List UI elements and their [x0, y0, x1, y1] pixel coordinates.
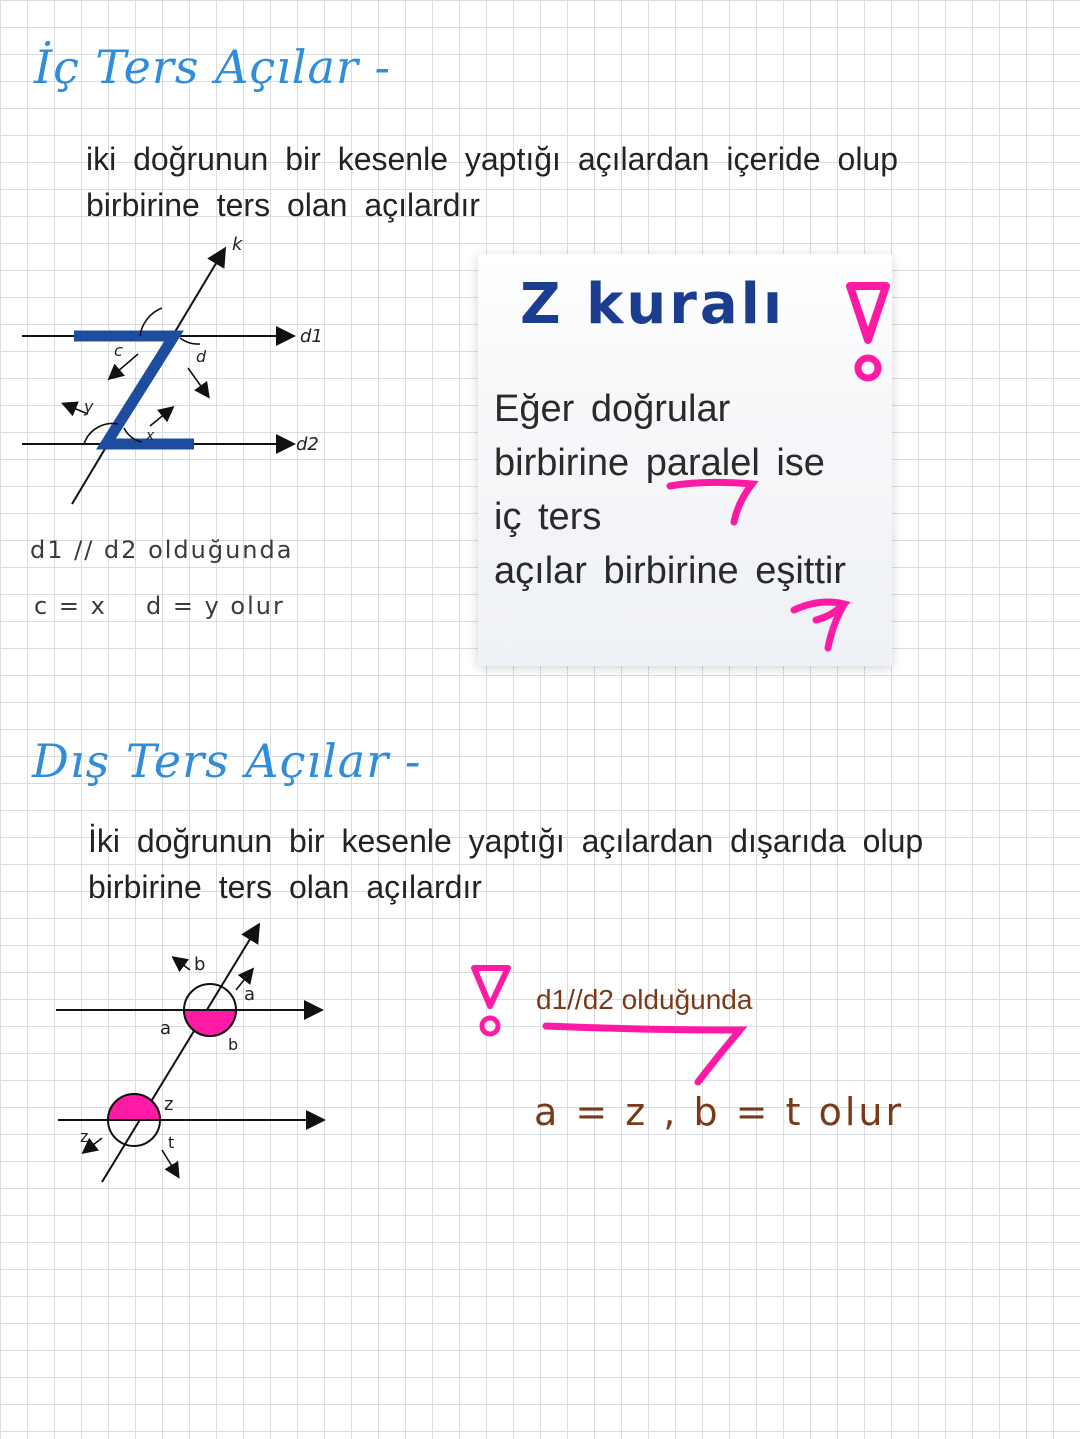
pink-z-mark-2 — [786, 596, 856, 652]
section2-title: Dış Ters Açılar - — [32, 734, 422, 788]
label-d: d — [196, 347, 207, 366]
section1-paragraph — [86, 136, 898, 228]
z-shape — [74, 336, 194, 444]
section2-result: a = z , b = t olur — [534, 1090, 905, 1134]
label-a-top: a — [244, 984, 256, 1005]
warning-icon — [844, 278, 892, 388]
inner-angles-diagram — [0, 228, 360, 518]
section2-paragraph-line1: İki doğrunun bir kesenle yaptığı açılardan dışarıda olup — [88, 823, 924, 859]
label-k: k — [232, 234, 243, 255]
z-rule-line3: iç ters — [494, 496, 602, 538]
outer-angles-diagram — [40, 920, 340, 1190]
label-c: c — [114, 341, 123, 360]
label-d1: d1 — [300, 326, 323, 347]
z-rule-line2: birbirine paralel ise — [494, 442, 825, 484]
section1-paragraph-line1: iki doğrunun bir kesenle yaptığı açılardan içeride olup — [86, 141, 899, 177]
label-t: t — [168, 1133, 175, 1152]
label-d2: d2 — [296, 434, 319, 455]
section1-condition: d1 // d2 olduğunda — [30, 536, 294, 564]
z-rule-line4: açılar birbirine eşittir — [494, 550, 846, 592]
upper-pink-half — [184, 1010, 236, 1036]
z-rule-title: Z kuralı — [520, 272, 786, 337]
label-b-top: b — [194, 954, 206, 975]
z-rule-card — [478, 254, 892, 666]
section1-title: İç Ters Açılar - — [34, 40, 392, 94]
section2-condition: d1//d2 olduğunda — [536, 984, 753, 1015]
label-y: y — [84, 397, 94, 416]
section1-paragraph-line2: birbirine ters olan açılardır — [86, 187, 480, 223]
section1-result-dy: d = y olur — [146, 592, 285, 620]
pink-z-mark-1 — [664, 476, 764, 526]
section2-paragraph — [88, 818, 923, 910]
section1-result-cx: c = x — [34, 592, 107, 620]
label-b-inner: b — [228, 1035, 239, 1054]
section2-paragraph-line2: birbirine ters olan açılardır — [88, 869, 482, 905]
label-z-bottom: z — [80, 1127, 89, 1146]
label-z-top: z — [164, 1094, 174, 1115]
label-a-inner: a — [160, 1018, 172, 1039]
pink-z-mark-3 — [540, 1016, 760, 1088]
z-rule-line1: Eğer doğrular — [494, 388, 731, 430]
label-x: x — [146, 428, 155, 444]
warning-icon-2 — [468, 962, 520, 1038]
